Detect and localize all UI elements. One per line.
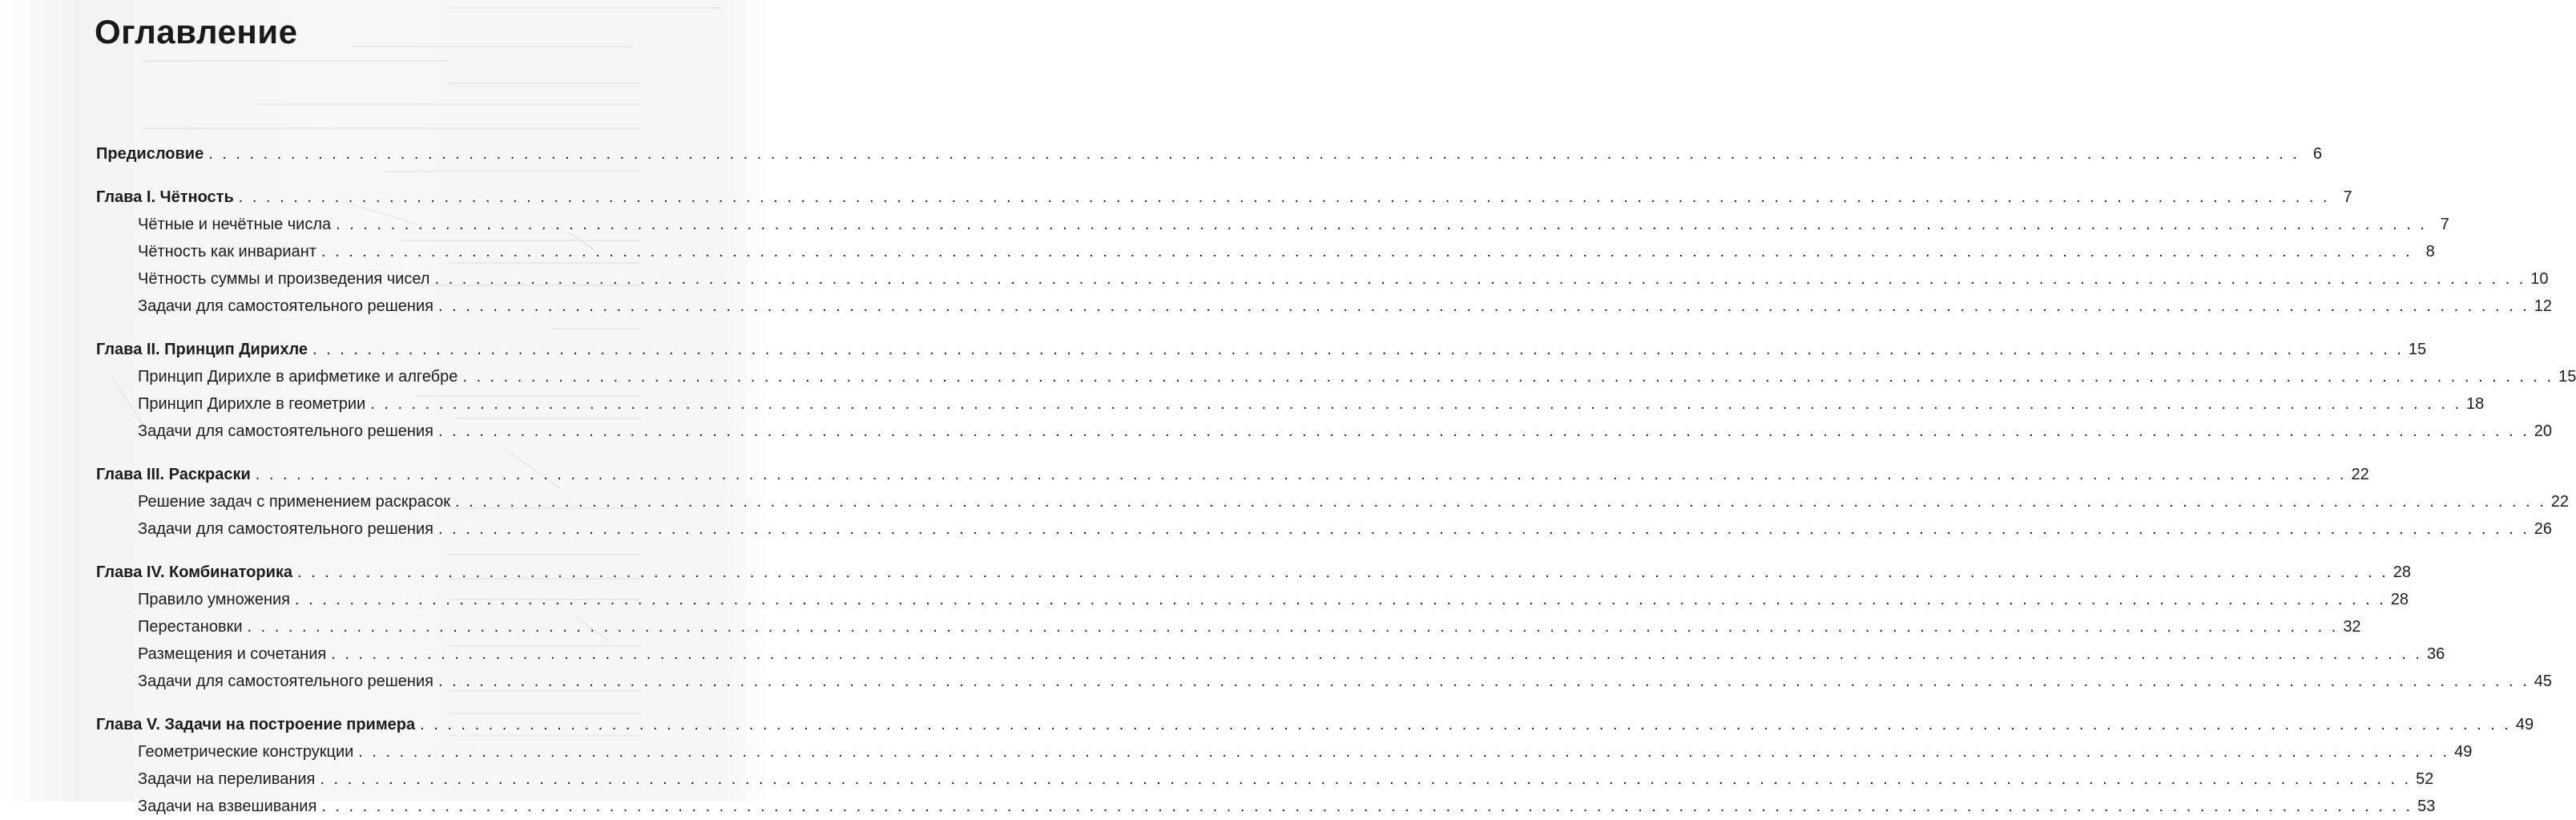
page-number: 36 bbox=[2426, 645, 2445, 663]
toc-section-entry bbox=[96, 586, 2409, 613]
toc-chapter-entry bbox=[96, 711, 2534, 738]
section-title: Задачи для самостоятельного решения bbox=[138, 297, 433, 315]
page-number: 52 bbox=[2416, 770, 2434, 788]
dot-leader bbox=[336, 211, 2427, 238]
dot-leader bbox=[438, 418, 2530, 445]
dot-leader bbox=[462, 363, 2554, 390]
dot-leader bbox=[248, 613, 2339, 640]
dot-leader bbox=[434, 265, 2526, 293]
toc-section-entry bbox=[96, 211, 2449, 238]
toc-section-entry bbox=[96, 793, 2436, 820]
section-title: Чётные и нечётные числа bbox=[138, 216, 332, 233]
toc-section-entry bbox=[96, 293, 2552, 320]
page-number: 22 bbox=[2550, 493, 2570, 511]
page-number: 49 bbox=[2515, 716, 2534, 733]
toc-section-entry bbox=[96, 613, 2361, 640]
toc-section-entry bbox=[96, 668, 2552, 695]
chapter-title: Глава II. Принцип Дирихле bbox=[96, 341, 308, 358]
toc-chapter-entry bbox=[96, 461, 2369, 488]
toc-section-entry bbox=[96, 488, 2570, 515]
page-shading-left bbox=[0, 0, 80, 802]
dot-leader bbox=[297, 559, 2389, 586]
dot-leader bbox=[438, 515, 2530, 543]
section-title: Размещения и сочетания bbox=[138, 645, 327, 663]
page-number: 12 bbox=[2534, 297, 2552, 315]
chapter-title: Глава V. Задачи на построение примера bbox=[96, 716, 416, 733]
dot-leader bbox=[370, 390, 2461, 418]
dot-leader bbox=[208, 140, 2300, 168]
section-title: Задачи на взвешивания bbox=[138, 798, 317, 815]
page-number: 53 bbox=[2417, 798, 2436, 815]
section-title: Задачи для самостоятельного решения bbox=[138, 673, 433, 690]
section-title: Геометрические конструкции bbox=[138, 743, 354, 761]
dot-leader bbox=[438, 668, 2530, 695]
toc-section-entry bbox=[96, 640, 2445, 668]
toc-section-entry bbox=[96, 738, 2473, 765]
dot-leader bbox=[320, 765, 2411, 793]
toc-section-entry bbox=[96, 765, 2434, 793]
chapter-title: Глава III. Раскраски bbox=[96, 466, 251, 483]
toc-section-entry bbox=[96, 238, 2435, 265]
section-title: Задачи для самостоятельного решения bbox=[138, 422, 433, 440]
toc-chapter-entry bbox=[96, 140, 2322, 168]
section-title: Правило умножения bbox=[138, 591, 291, 608]
dot-leader bbox=[358, 738, 2449, 765]
dot-leader bbox=[312, 336, 2404, 363]
dot-leader bbox=[295, 586, 2386, 613]
page-number: 10 bbox=[2530, 270, 2549, 288]
page-number: 26 bbox=[2534, 520, 2552, 538]
page-number: 28 bbox=[2390, 591, 2409, 608]
toc-section-entry bbox=[96, 265, 2549, 293]
section-title: Задачи для самостоятельного решения bbox=[138, 520, 433, 538]
page-number: 15 bbox=[2558, 368, 2576, 386]
dot-leader bbox=[420, 711, 2511, 738]
chapter-title: Глава IV. Комбинаторика bbox=[96, 563, 292, 581]
page-number: 22 bbox=[2351, 466, 2369, 483]
page-number: 7 bbox=[2343, 188, 2352, 206]
toc-chapter-entry bbox=[96, 184, 2352, 211]
toc-section-entry bbox=[96, 418, 2552, 445]
page-number: 7 bbox=[2440, 216, 2449, 233]
section-title: Чётность суммы и произведения чисел bbox=[138, 270, 430, 288]
table-of-contents bbox=[96, 140, 2576, 820]
toc-section-entry bbox=[96, 363, 2576, 390]
dot-leader bbox=[321, 793, 2413, 820]
dot-leader bbox=[455, 488, 2546, 515]
toc-section-entry bbox=[96, 515, 2552, 543]
chapter-title: Глава I. Чётность bbox=[96, 188, 234, 206]
dot-leader bbox=[239, 184, 2330, 211]
section-title: Чётность как инвариант bbox=[138, 243, 316, 261]
section-title: Задачи на переливания bbox=[138, 770, 316, 788]
dot-leader bbox=[438, 293, 2530, 320]
page-title: Оглавление bbox=[95, 13, 298, 50]
dot-leader bbox=[331, 640, 2422, 668]
page-number: 28 bbox=[2393, 563, 2412, 581]
toc-chapter-entry bbox=[96, 559, 2412, 586]
section-title: Принцип Дирихле в геометрии bbox=[138, 395, 366, 413]
toc-section-entry bbox=[96, 390, 2485, 418]
page-number: 20 bbox=[2534, 422, 2552, 440]
section-title: Решение задач с применением раскрасок bbox=[138, 493, 450, 511]
toc-chapter-entry bbox=[96, 336, 2427, 363]
dot-leader bbox=[256, 461, 2347, 488]
page-number: 15 bbox=[2408, 341, 2427, 358]
page-number: 49 bbox=[2454, 743, 2473, 761]
page-number: 18 bbox=[2466, 395, 2485, 413]
dot-leader bbox=[321, 238, 2413, 265]
section-title: Принцип Дирихле в арифметике и алгебре bbox=[138, 368, 458, 386]
section-title: Перестановки bbox=[138, 618, 243, 636]
page-number: 8 bbox=[2425, 243, 2435, 261]
page-number: 32 bbox=[2343, 618, 2361, 636]
chapter-title: Предисловие bbox=[96, 145, 204, 163]
page-number: 45 bbox=[2534, 673, 2552, 690]
page-number: 6 bbox=[2312, 145, 2322, 163]
